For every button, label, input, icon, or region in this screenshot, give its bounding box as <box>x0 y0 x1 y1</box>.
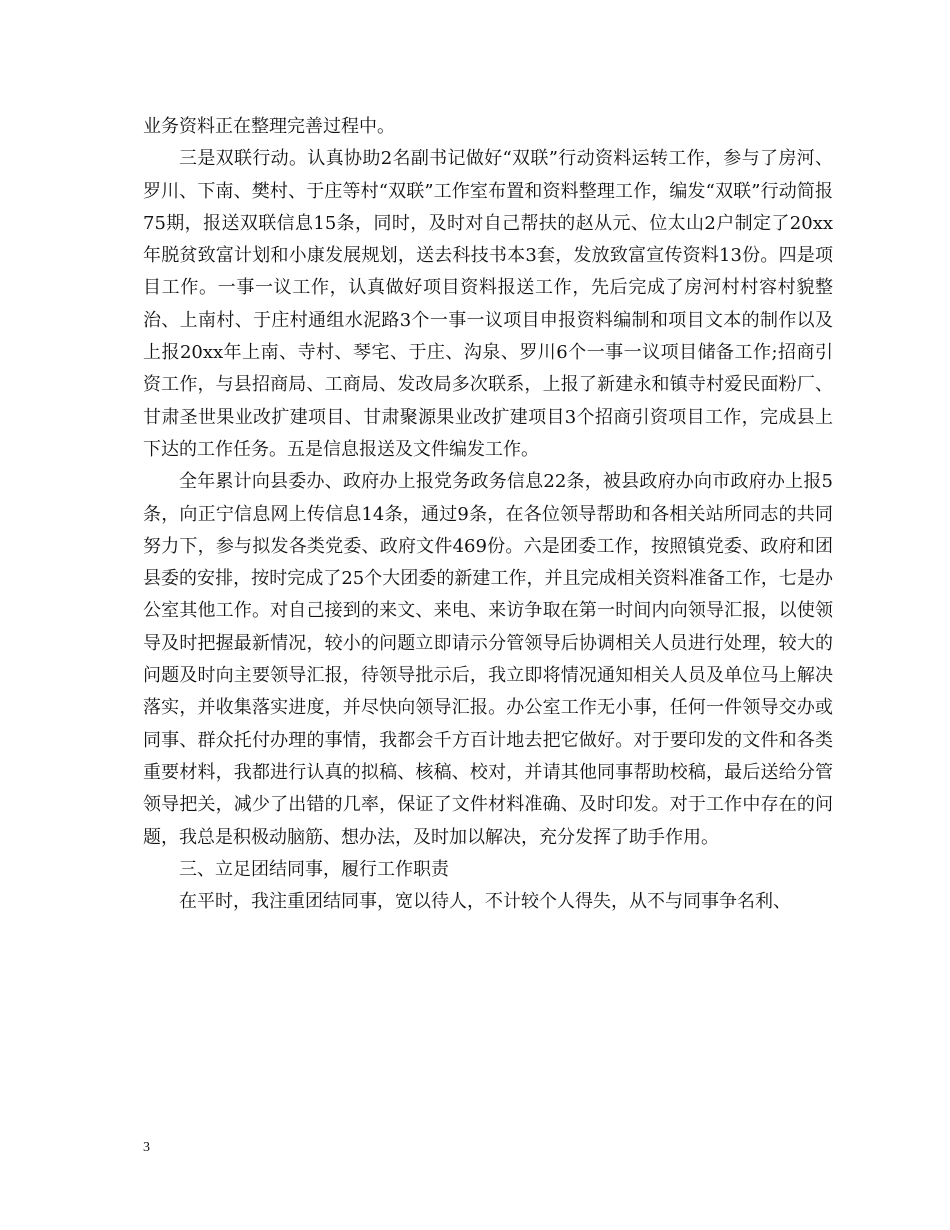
document-body <box>143 111 833 918</box>
paragraph-3: 全年累计向县委办、政府办上报党务政务信息22条，被县政府办向市政府办上报5条，向正宁信息网上传信息14条，通过9条，在各位领导帮助和各相关站所同志的共同努力下，参与拟发各类党委、政府文件469份。六是团委工作，按照镇党委、政府和团县委的安排，按时完成了25个大团委的新建工作，并且完成相关资料准备工作，七是办公室其他工作。对自己接到的来文、来电、来访争取在第一时间内向领导汇报，以使领导及时把握最新情况，较小的问题立即请示分管领导后协调相关人员进行处理，较大的问题及时向主要领导汇报，待领导批示后，我立即将情况通知相关人员及单位马上解决落实，并收集落实进度，并尽快向领导汇报。办公室工作无小事，任何一件领导交办或同事、群众托付办理的事情，我都会千方百计地去把它做好。对于要印发的文件和各类重要材料，我都进行认真的拟稿、核稿、校对，并请其他同事帮助校稿，最后送给分管领导把关，减少了出错的几率，保证了文件材料准确、及时印发。对于工作中存在的问题，我总是积极动脑筋、想办法，及时加以解决，充分发挥了助手作用。 <box>143 471 833 848</box>
paragraph-5: 在平时，我注重团结同事，宽以待人，不计较个人得失，从不与同事争名利、 <box>179 891 791 913</box>
page-number: 3 <box>143 1140 150 1155</box>
section-heading: 三、立足团结同事，履行工作职责 <box>179 858 449 880</box>
paragraph-1: 业务资料正在整理完善过程中。 <box>143 116 395 137</box>
paragraph-2: 三是双联行动。认真协助2名副书记做好“双联”行动资料运转工作，参与了房河、罗川、下南、樊村、于庄等村“双联”工作室布置和资料整理工作，编发“双联”行动简报75期，报送双联信息15条，同时，及时对自己帮扶的赵从元、位太山2户制定了20xx年脱贫致富计划和小康发展规划，送去科技书本3套，发放致富宣传资料13份。四是项目工作。一事一议工作，认真做好项目资料报送工作，先后完成了房河村村容村貌整治、上南村、于庄村通组水泥路3个一事一议项目申报资料编制和项目文本的制作以及上报20xx年上南、寺村、琴宅、于庄、沟泉、罗川6个一事一议项目储备工作;招商引资工作，与县招商局、工商局、发改局多次联系，上报了新建永和镇寺村爱民面粉厂、甘肃圣世果业改扩建项目、甘肃聚源果业改扩建项目3个招商引资项目工作，完成县上下达的工作任务。五是信息报送及文件编发工作。 <box>143 148 833 460</box>
